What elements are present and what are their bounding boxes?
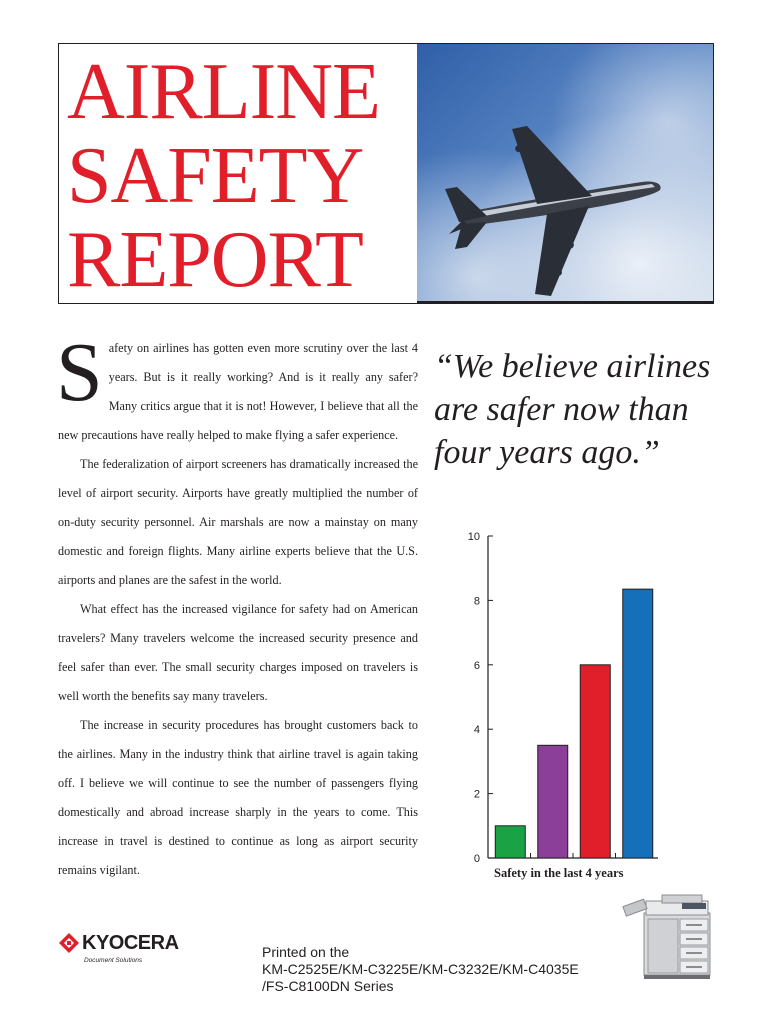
printed-line-2: KM-C2525E/KM-C3225E/KM-C3232E/KM-C4035E: [262, 961, 579, 977]
bar-4: [623, 589, 653, 858]
title-line-3: REPORT: [67, 216, 363, 304]
title-panel: [59, 44, 417, 303]
drop-cap: S: [56, 326, 103, 419]
article-paragraph-1-text: afety on airlines has gotten even more scrutiny over the last 4 years. But is it really working? And is it really any safer? Many critics argue that it is not! However, I believe that all the new precautions have really helped to make flying a safer experience.: [58, 341, 418, 442]
article-body: [56, 326, 418, 885]
bar-1: [495, 826, 525, 858]
article-paragraph-2: The federalization of airport screeners has dramatically increased the level of airport security. Airports have greatly multiplied the number of on-duty security personnel. Air marshals are now a mainstay on many domestic and foreign flights. Many airline experts believe that the U.S. airports and planes are the safest in the world.: [58, 457, 418, 587]
y-tick-label: 2: [473, 788, 480, 801]
report-header: [58, 43, 714, 304]
kyocera-logo-icon: [58, 932, 80, 954]
airplane-photo: [417, 44, 713, 303]
printer-image: [622, 893, 714, 981]
header-rule: [417, 301, 713, 304]
y-tick-label: 8: [473, 595, 480, 608]
y-tick-label: 10: [467, 531, 480, 543]
printed-line-1: Printed on the: [262, 944, 350, 960]
pull-quote: “We believe airlines are safer now than four years ago.”: [434, 348, 711, 471]
y-tick-label: 0: [473, 853, 480, 865]
chart-x-label: Safety in the last 4 years: [494, 866, 624, 880]
kyocera-logo: [58, 928, 188, 972]
printed-on-note: [262, 944, 622, 995]
bar-3: [580, 665, 610, 858]
printed-line-3: /FS-C8100DN Series: [262, 978, 394, 994]
logo-tagline: Document Solutions: [84, 957, 143, 964]
title-line-1: AIRLINE: [67, 48, 380, 136]
y-tick-label: 4: [473, 724, 480, 737]
title-line-2: SAFETY: [67, 132, 364, 220]
article-paragraph-4: The increase in security procedures has brought customers back to the airlines. Many in the industry think that airline travel is again taking off. I believe we will continue to see the number of passengers flying domestically and abroad increase sharply in the years to come. This increase in travel is destined to continue as long as airport security remains vigilant.: [58, 718, 418, 877]
article-paragraph-3: What effect has the increased vigilance for safety had on American travelers? Many travelers welcome the increased security presence and feel safer than ever. The small security charges imposed on travelers is well worth the benefits say many travelers.: [58, 602, 418, 703]
airplane-image: [417, 44, 713, 303]
y-tick-label: 6: [473, 659, 480, 672]
bar-2: [538, 745, 568, 858]
safety-bar-chart: [448, 526, 668, 866]
logo-wordmark: KYOCERA: [82, 932, 179, 954]
article-paragraph-1: [56, 326, 418, 450]
